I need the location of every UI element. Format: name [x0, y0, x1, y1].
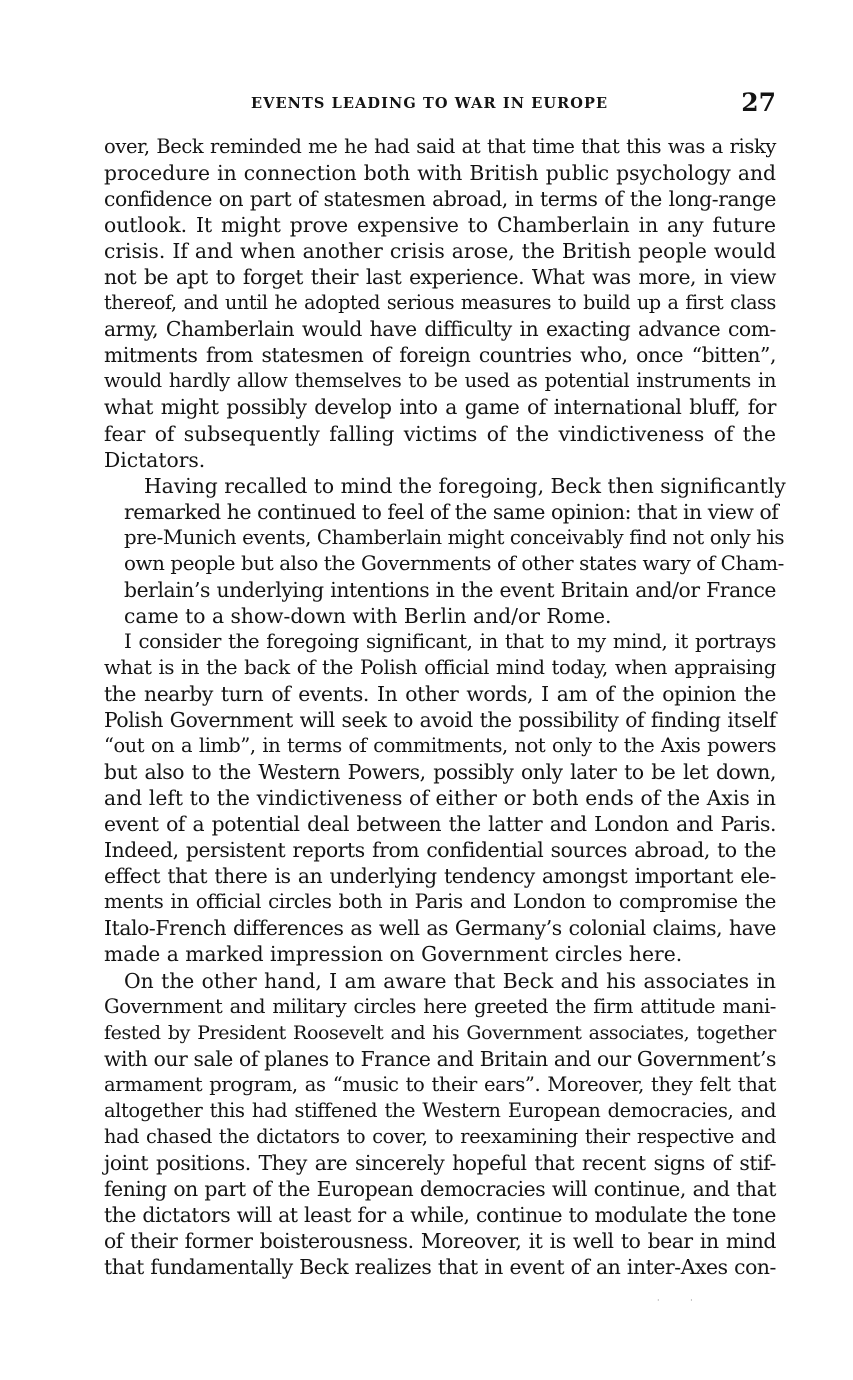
- text-line: armament program, as “music to their ears”. Moreover, they felt that: [104, 1072, 776, 1096]
- paragraph-2: [104, 473, 786, 629]
- text-line: crisis. If and when another crisis arose, the British people would: [104, 239, 776, 264]
- text-line: and left to the vindictiveness of either or both ends of the Axis in: [104, 786, 776, 811]
- text-line: pre-Munich events, Chamberlain might conceivably find not only his: [124, 525, 785, 549]
- text-line: confidence on part of statesmen abroad, in terms of the long-range: [104, 187, 776, 212]
- page-header: [104, 88, 776, 120]
- text-line: own people but also the Governments of other states wary of Cham-: [124, 551, 784, 575]
- text-line: I consider the foregoing significant, in that to my mind, it portrays: [124, 629, 776, 653]
- text-line: “out on a limb”, in terms of commitments, not only to the Axis powers: [104, 734, 776, 758]
- text-line: army, Chamberlain would have difficulty in exacting advance com-: [104, 317, 776, 342]
- text-line: fear of subsequently falling victims of the vindictiveness of the: [104, 421, 776, 446]
- text-line: fening on part of the European democracies will continue, and that: [104, 1176, 776, 1201]
- text-line: altogether this had stiffened the Western European democracies, and: [104, 1098, 776, 1122]
- text-line: outlook. It might prove expensive to Chamberlain in any future: [104, 213, 776, 238]
- text-line: Italo-French differences as well as Germany’s colonial claims, have: [104, 916, 776, 941]
- text-line: over, Beck reminded me he had said at that time that this was a risky: [104, 135, 776, 158]
- text-line: ments in official circles both in Paris and London to compromise the: [104, 890, 776, 914]
- text-line: procedure in connection both with British public psychology and: [104, 161, 776, 186]
- text-line: would hardly allow themselves to be used as potential instruments in: [104, 369, 776, 393]
- text-line: mitments from statesmen of foreign countries who, once “bitten”,: [104, 343, 776, 368]
- text-line: with our sale of planes to France and Britain and our Government’s: [104, 1046, 776, 1071]
- text-line: the nearby turn of events. In other words, I am of the opinion the: [104, 681, 776, 706]
- scan-specks: · ·: [657, 1296, 707, 1305]
- text-line: berlain’s underlying intentions in the event Britain and/or France: [124, 577, 776, 602]
- body-text: [104, 134, 786, 1280]
- text-line: made a marked impression on Government circles here.: [104, 942, 683, 967]
- text-line: Government and military circles here greeted the firm attitude mani-: [104, 994, 776, 1018]
- text-line: Having recalled to mind the foregoing, Beck then significantly: [144, 473, 786, 498]
- text-line: Indeed, persistent reports from confidential sources abroad, to the: [104, 838, 776, 863]
- text-line: Polish Government will seek to avoid the possibility of finding itself: [104, 708, 776, 733]
- text-line: thereof, and until he adopted serious measures to build up a first class: [104, 291, 776, 315]
- text-line: but also to the Western Powers, possibly only later to be let down,: [104, 760, 776, 785]
- text-line: Dictators.: [104, 447, 206, 472]
- text-line: the dictators will at least for a while, continue to modulate the tone: [104, 1202, 776, 1227]
- text-line: remarked he continued to feel of the same opinion: that in view of: [124, 499, 779, 524]
- running-head: EVENTS LEADING TO WAR IN EUROPE: [251, 95, 609, 112]
- text-line: On the other hand, I am aware that Beck and his associates in: [124, 968, 776, 993]
- text-line: effect that there is an underlying tendency amongst important ele-: [104, 864, 776, 889]
- text-line: came to a show-down with Berlin and/or Rome.: [124, 603, 612, 628]
- text-line: fested by President Roosevelt and his Government associates, together: [104, 1021, 776, 1044]
- paragraph-3: [104, 629, 776, 968]
- text-line: of their former boisterousness. Moreover, it is well to bear in mind: [104, 1228, 776, 1253]
- text-line: had chased the dictators to cover, to reexamining their respective and: [104, 1124, 776, 1148]
- paragraph-4: [104, 968, 776, 1281]
- text-line: that fundamentally Beck realizes that in event of an inter-Axes con-: [104, 1255, 776, 1280]
- text-line: event of a potential deal between the latter and London and Paris.: [104, 812, 776, 837]
- text-line: what might possibly develop into a game of international bluff, for: [104, 395, 776, 420]
- paragraph-1: [104, 134, 776, 473]
- text-line: not be apt to forget their last experience. What was more, in view: [104, 265, 776, 290]
- text-line: what is in the back of the Polish official mind today, when appraising: [104, 655, 776, 679]
- text-line: joint positions. They are sincerely hopeful that recent signs of stif-: [104, 1150, 776, 1175]
- page-number: 27: [741, 88, 776, 117]
